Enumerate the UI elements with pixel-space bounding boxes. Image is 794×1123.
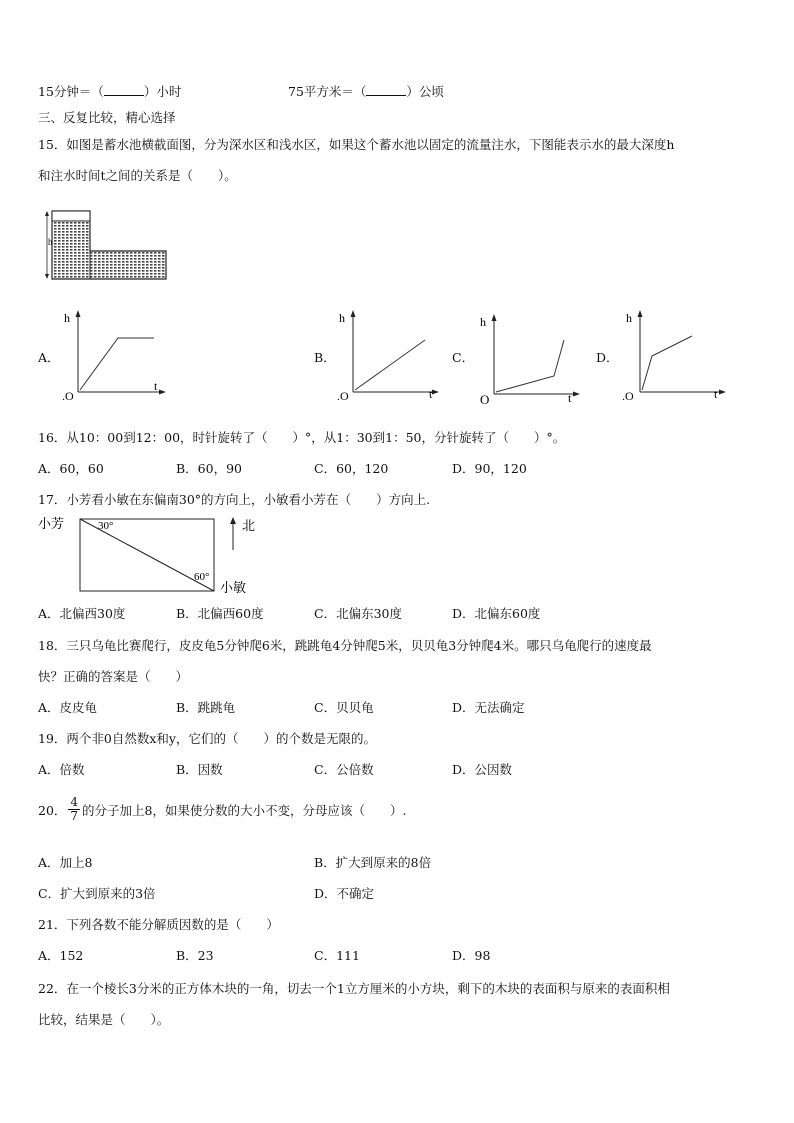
q18-option-a[interactable]: A．皮皮龟 [38,700,98,715]
fill-in-line [38,82,181,100]
q18-option-d[interactable]: D．无法确定 [452,700,525,715]
question-20-stem [38,796,406,823]
q21-option-b[interactable]: B．23 [176,948,214,963]
graph-d-h-label: h [626,311,632,325]
q17-option-a[interactable]: A．北偏西30度 [38,606,126,621]
option-d-label[interactable]: D． [596,350,619,365]
q20-option-b[interactable]: B．扩大到原来的8倍 [314,855,432,870]
q19-option-d[interactable]: D．公因数 [452,762,513,777]
fill-item-minutes-post: ）小时 [143,84,182,99]
q20-option-d[interactable]: D．不确定 [314,886,375,901]
question-18-line2: 快？正确的答案是（ ） [38,669,189,684]
q17-option-d[interactable]: D．北偏东60度 [452,606,541,621]
q21-option-a[interactable]: A．152 [38,948,84,963]
question-19-stem: 19．两个非0自然数x和y，它们的（ ）的个数是无限的。 [38,731,376,746]
question-21-stem: 21．下列各数不能分解质因数的是（ ） [38,917,279,932]
q21-option-c[interactable]: C．111 [314,948,360,963]
pool-cross-section-figure [42,207,182,283]
graph-b-t-label: t [429,387,433,401]
graph-c-h-label: h [480,315,486,329]
graph-c[interactable] [476,310,586,410]
north-label: 北 [242,518,256,533]
xiaomin-label: 小敏 [220,580,247,595]
graph-c-t-label: t [568,391,572,405]
q17-option-b[interactable]: B．北偏西60度 [176,606,264,621]
xiaofang-label: 小芳 [38,516,65,531]
q18-option-c[interactable]: C．贝贝龟 [314,700,374,715]
section-title: 三、反复比较，精心选择 [38,110,176,125]
q16-option-c[interactable]: C．60，120 [314,461,389,476]
graph-c-origin: O [480,392,490,407]
graph-a[interactable] [58,306,168,406]
option-b-label[interactable]: B． [314,350,336,365]
graph-a-h-label: h [64,311,70,325]
answer-blank-hours[interactable] [104,84,144,96]
question-22-line1: 22．在一个棱长3分米的正方体木块的一角，切去一个1立方厘米的小方块，剩下的木块的表面积与原来的表面积相 [38,981,670,996]
fraction-denominator: 7 [70,809,79,823]
question-16-stem: 16．从10：00到12：00，时针旋转了（ ）°，从1：30到1：50，分针旋转了（ ）°。 [38,430,566,445]
q17-option-c[interactable]: C．北偏东30度 [314,606,402,621]
fill-in-line-right [288,82,444,100]
graph-a-t-label: t [154,379,158,393]
graph-b[interactable] [335,306,445,406]
answer-blank-hectares[interactable] [366,84,406,96]
direction-figure [36,510,266,598]
q19-option-c[interactable]: C．公倍数 [314,762,374,777]
question-18-line1: 18．三只乌龟比赛爬行，皮皮龟5分钟爬6米，跳跳龟4分钟爬5米，贝贝龟3分钟爬4米。哪只乌龟爬行的速度最 [38,638,652,653]
graph-b-origin: .O [337,389,349,403]
question-15-line1: 15．如图是蓄水池横截面图，分为深水区和浅水区，如果这个蓄水池以固定的流量注水，下图能表示水的最大深度h [38,137,675,152]
graph-d[interactable] [620,306,732,406]
q21-option-d[interactable]: D．98 [452,948,491,963]
fraction-numerator: 4 [70,795,79,809]
graph-d-origin: .O [622,389,634,403]
option-c-label[interactable]: C． [452,350,475,365]
fill-item-area-pre: 75平方米＝（ [288,84,367,99]
q16-option-a[interactable]: A．60，60 [38,461,104,476]
question-22-line2: 比较，结果是（ ）。 [38,1012,170,1027]
question-15-line2: 和注水时间t之间的关系是（ ）。 [38,168,237,183]
question-17-stem: 17．小芳看小敏在东偏南30°的方向上，小敏看小芳在（ ）方向上. [38,492,431,507]
pool-height-label: h [48,237,53,247]
q18-option-b[interactable]: B．跳跳龟 [176,700,236,715]
graph-d-t-label: t [714,387,718,401]
angle-60-label: 60° [194,571,210,583]
graph-a-origin: .O [62,389,74,403]
fill-item-area-post: ）公顷 [406,84,444,99]
fraction-four-sevenths [68,796,80,823]
q16-option-b[interactable]: B．60，90 [176,461,242,476]
q19-option-a[interactable]: A．倍数 [38,762,85,777]
q16-option-d[interactable]: D．90，120 [452,461,527,476]
graph-b-h-label: h [339,311,345,325]
fill-item-minutes-pre: 15分钟＝（ [38,84,104,99]
q20-number: 20． [38,802,67,818]
q20-stem-text: 的分子加上8，如果使分数的大小不变，分母应该（ ）. [82,802,407,818]
q19-option-b[interactable]: B．因数 [176,762,223,777]
q20-option-c[interactable]: C．扩大到原来的3倍 [38,886,156,901]
q20-option-a[interactable]: A．加上8 [38,855,93,870]
option-a-label[interactable]: A． [38,350,60,365]
angle-30-label: 30° [98,520,114,532]
